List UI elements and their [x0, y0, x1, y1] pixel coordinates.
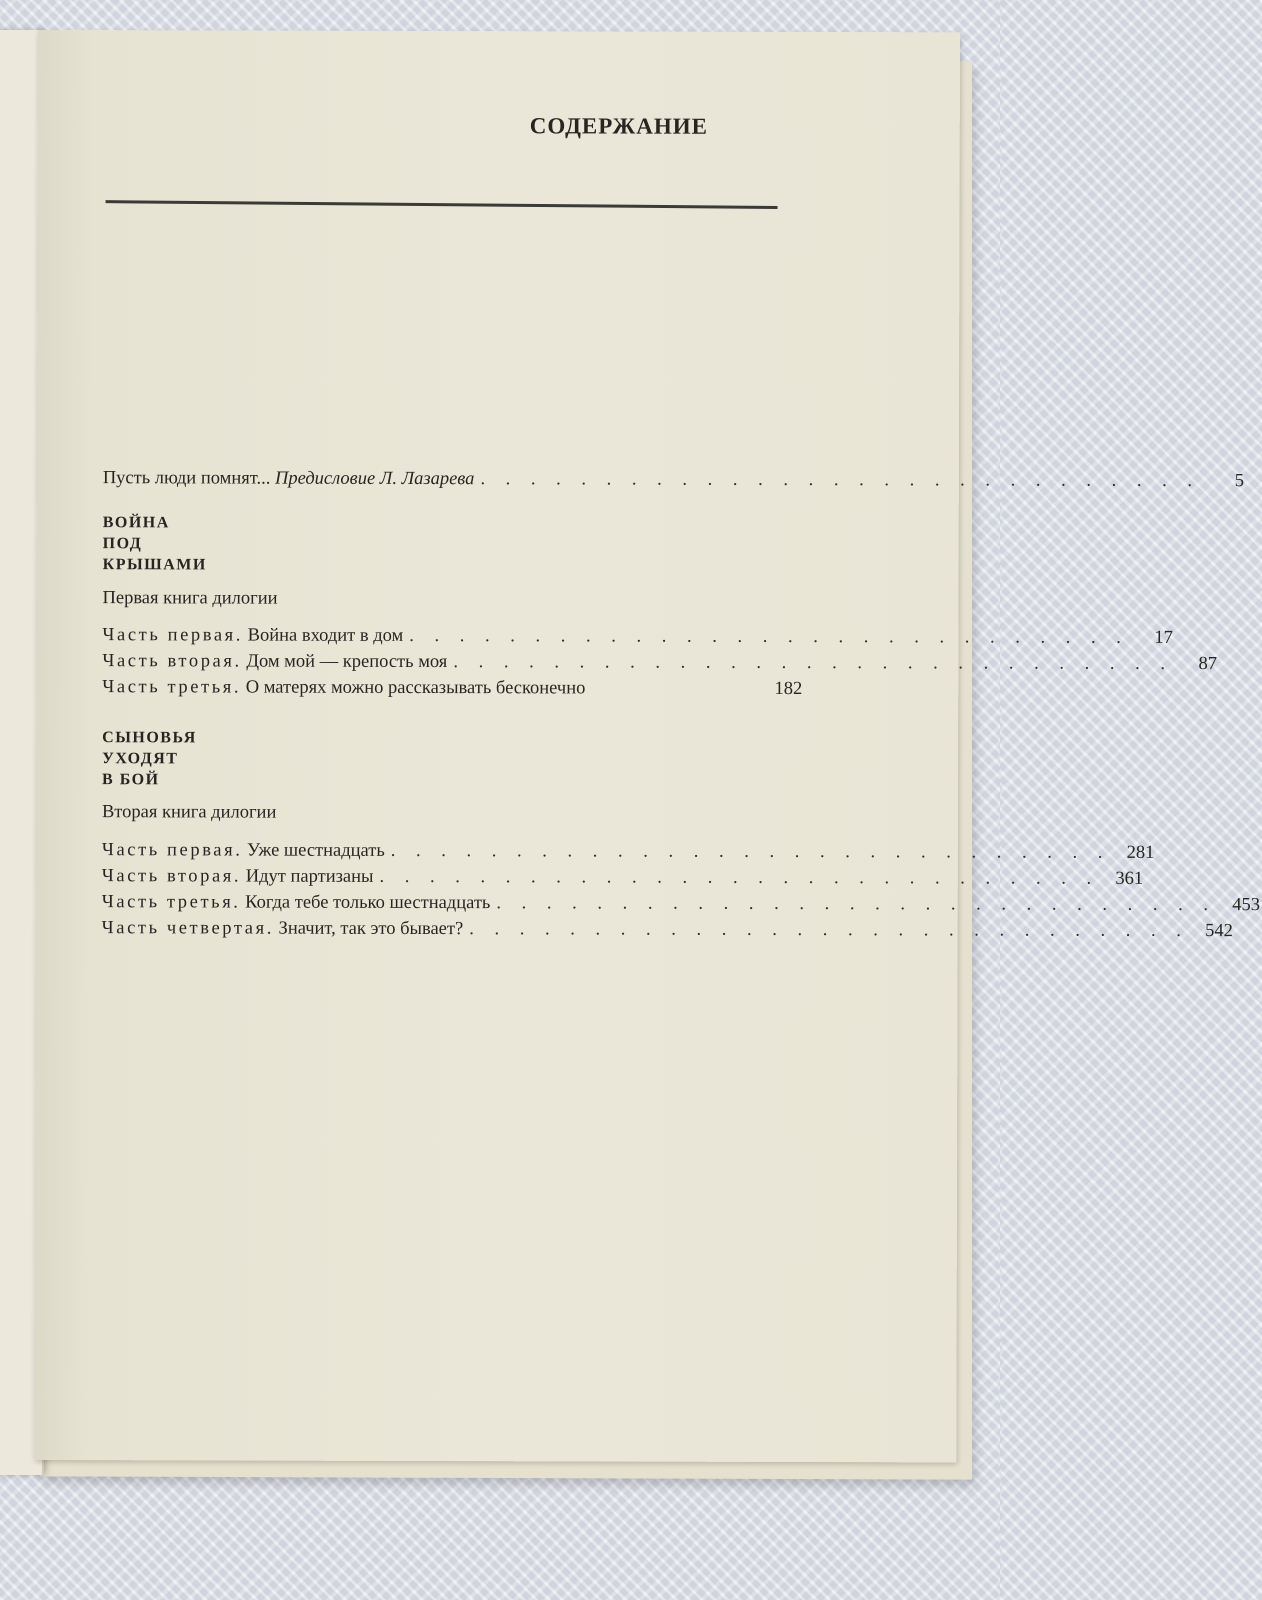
page-number: 453	[1232, 895, 1261, 916]
toc-entry-label	[102, 866, 374, 888]
book2-title-line: СЫНОВЬЯ	[102, 729, 197, 747]
page-number: 87	[1198, 654, 1217, 675]
leader-dots: . . . . . . . . . . . . . . . . . . . . . . . . . . . . .	[496, 893, 1217, 916]
page-number: 17	[1154, 627, 1173, 648]
book1-subtitle: Первая книга дилогии	[102, 588, 278, 609]
part-prefix: Часть третья.	[102, 677, 242, 698]
leader-dots: . . . . . . . . . . . . . . . . . . . . . . . . . . . . .	[379, 866, 1100, 889]
toc-entry-label	[102, 840, 385, 862]
page-number: 542	[1205, 921, 1233, 942]
toc-entry-label	[102, 651, 447, 673]
part-title: Значит, так это бывает?	[278, 918, 464, 940]
preface-title: Пусть люди помнят...	[102, 468, 271, 489]
toc-entry	[101, 892, 1261, 916]
leader-dots: . . . . . . . . . . . . . . . . . . . . . . . . . . . . .	[469, 919, 1189, 942]
page-number: 281	[1126, 842, 1155, 863]
page-number: 5	[1234, 471, 1245, 492]
book1-title-line: ПОД	[102, 535, 143, 553]
toc-entry	[101, 866, 1144, 889]
part-title: Дом мой — крепость моя	[246, 651, 448, 673]
part-prefix: Часть четвертая.	[101, 918, 274, 939]
toc-entry	[102, 677, 802, 700]
page-number: 182	[774, 678, 803, 700]
page-title: СОДЕРЖАНИЕ	[529, 113, 709, 139]
toc-entry	[102, 651, 1217, 675]
book1-title-line: ВОЙНА	[102, 514, 170, 532]
book1-title	[103, 512, 207, 575]
part-title: Уже шестнадцать	[247, 840, 385, 861]
contents-page	[34, 30, 1261, 1462]
part-title: Когда тебе только шестнадцать	[245, 892, 491, 914]
toc-entry-label	[102, 677, 585, 699]
toc-entry-label	[102, 918, 464, 940]
book2-subtitle: Вторая книга дилогии	[101, 802, 277, 823]
toc-entry-label	[102, 625, 403, 647]
preface-author: Предисловие Л. Лазарева	[274, 468, 475, 490]
toc-entry	[101, 918, 1233, 942]
part-prefix: Часть первая.	[102, 625, 244, 646]
part-prefix: Часть вторая.	[102, 651, 242, 672]
part-title: Идут партизаны	[245, 866, 374, 887]
part-prefix: Часть вторая.	[101, 866, 242, 887]
part-prefix: Часть первая.	[101, 840, 243, 861]
part-prefix: Часть третья.	[101, 892, 241, 913]
book2-title-line: УХОДЯТ	[102, 750, 179, 768]
toc-entry	[101, 840, 1155, 863]
book1-title-line: КРЫШАМИ	[102, 556, 207, 574]
toc-entry-label	[103, 468, 475, 490]
part-title: Война входит в дом	[247, 625, 404, 646]
book2-title-line: В БОЙ	[102, 771, 160, 789]
toc-entry	[102, 625, 1173, 648]
page-number: 361	[1115, 868, 1144, 889]
toc-entry-label	[102, 892, 491, 914]
title-rule	[106, 200, 778, 209]
leader-dots: . . . . . . . . . . . . . . . . . . . . . . . . . . . . .	[480, 469, 1201, 492]
leader-dots: . . . . . . . . . . . . . . . . . . . . . . . . . . . . .	[390, 840, 1111, 863]
book2-title	[102, 727, 197, 790]
toc-entry-preface	[102, 468, 1245, 492]
part-title: О матерях можно рассказывать бесконечно	[245, 677, 586, 699]
leader-dots: . . . . . . . . . . . . . . . . . . . . . . . . . . . . .	[409, 625, 1129, 648]
leader-dots: . . . . . . . . . . . . . . . . . . . . . . . . . . . . .	[453, 652, 1173, 674]
